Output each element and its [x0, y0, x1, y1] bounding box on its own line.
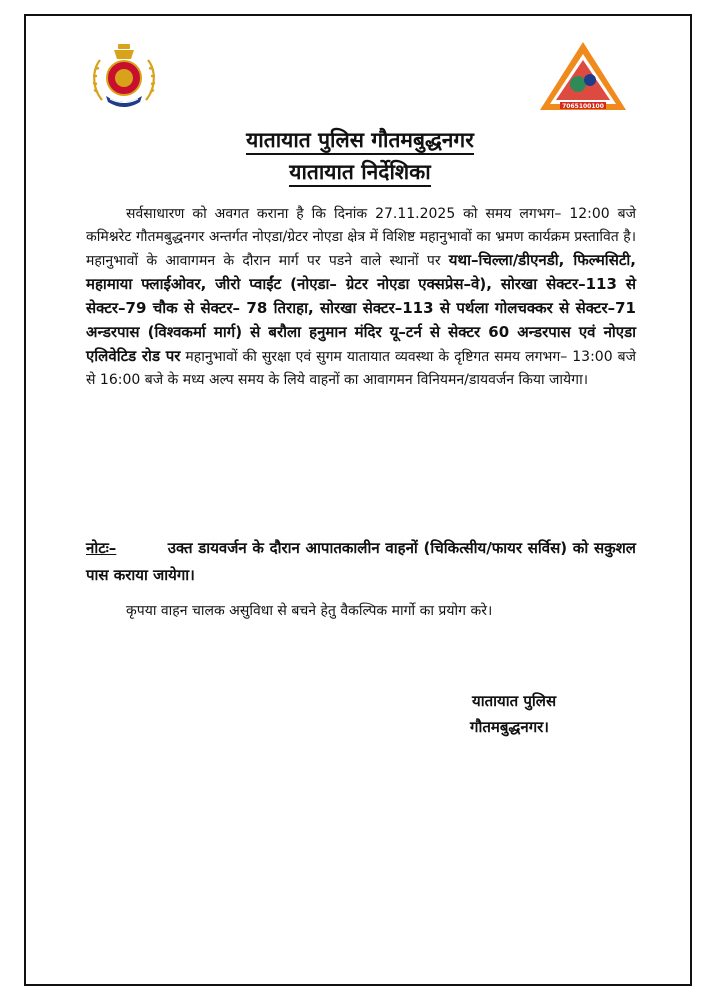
signature-line-2: गौतमबुद्धनगर। — [470, 718, 549, 736]
page-subtitle: यातायात निर्देशिका — [0, 158, 720, 186]
signature-line-1: यातायात पुलिस — [472, 692, 557, 710]
note-label: नोटः– — [86, 539, 117, 557]
note-text: उक्त डायवर्जन के दौरान आपातकालीन वाहनों (चिकित्सीय/फायर सर्विस) को सकुशल पास कराया जायेगा। — [86, 539, 636, 584]
diversion-route-list: यथा–चिल्ला/डीएनडी, फिल्मसिटी, महामाया फ्लाईओवर, जीरो प्वाईंट (नोएडा– ग्रेटर नोएडा एक्सप्रेस–वे), सोरखा सेक्टर–113 से सेक्टर–79 चौक से सेक्टर– 78 तिराहा, सोरखा सेक्टर–113 से पर्थला गोलचक्कर से सेक्टर–71 अन्डरपास (विश्वकर्मा मार्ग) से बरौला हनुमान मंदिर यू–टर्न से सेक्टर 60 अन्डरपास एवं नोएडा एलिवेटिड रोड पर — [86, 251, 636, 365]
up-traffic-police-triangle-logo-icon — [538, 40, 628, 112]
signature-block — [470, 688, 630, 740]
advisory-paragraph: सर्वसाधारण को अवगत कराना है कि दिनांक 27.11.2025 को समय लगभग– 12:00 बजे कमिश्नरेट गौतमबुद्धनगर अन्तर्गत नोएडा/ग्रेटर नोएडा क्षेत्र में विशिष्ट महानुभावों का भ्रमण कार्यक्रम प्रस्तावित है। महानुभावों के आवागमन के दौरान मार्ग पर पडने वाले स्थानों पर यथा–चिल्ला/डीएनडी, फिल्मसिटी, महामाया फ्लाईओवर, जीरो प्वाईंट (नोएडा– ग्रेटर नोएडा एक्सप्रेस–वे), सोरखा सेक्टर–113 से सेक्टर–79 चौक से सेक्टर– 78 तिराहा, सोरखा सेक्टर–113 से पर्थला गोलचक्कर से सेक्टर–71 अन्डरपास (विश्वकर्मा मार्ग) से बरौला हनुमान मंदिर यू–टर्न से सेक्टर 60 अन्डरपास एवं नोएडा एलिवेटिड रोड पर महानुभावों की सुरक्षा एवं सुगम यातायात व्यवस्था के दृष्टिगत समय लगभग– 13:00 बजे से 16:00 बजे के मध्य अल्प समय के लिये वाहनों का आवागमन विनियमन/डायवर्जन किया जायेगा। — [86, 206, 636, 388]
up-police-emblem-icon — [88, 40, 160, 112]
note-paragraph — [86, 535, 636, 589]
page-title: यातायात पुलिस गौतमबुद्धनगर — [0, 126, 720, 154]
helpline-number: 7065100100 — [562, 103, 604, 110]
request-paragraph: कृपया वाहन चालक असुविधा से बचने हेतु वैकल्पिक मार्गो का प्रयोग करे। — [126, 603, 493, 619]
